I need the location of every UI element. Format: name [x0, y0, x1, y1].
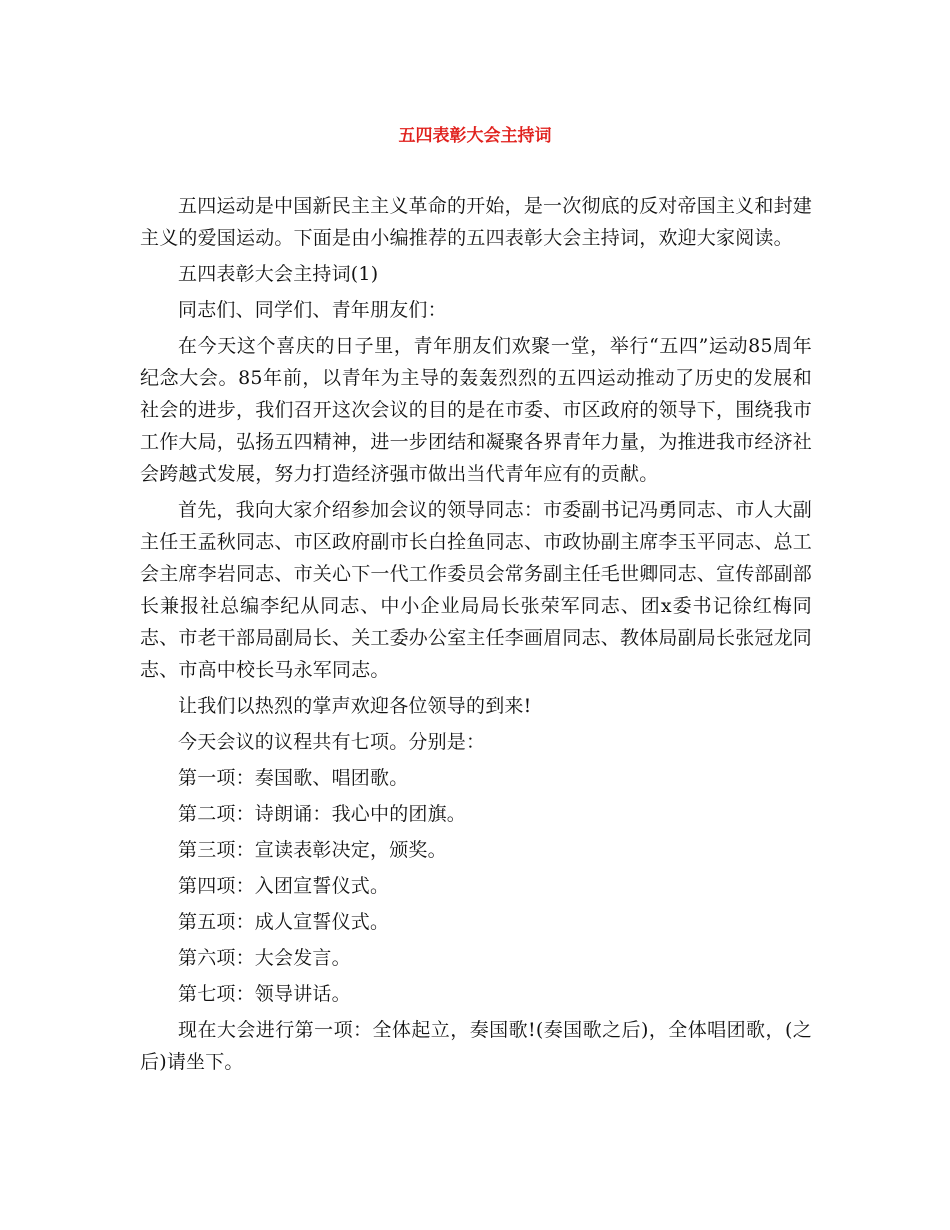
agenda-item-5: 第五项：成人宣誓仪式。 — [178, 911, 390, 933]
agenda-item-7: 第七项：领导讲话。 — [178, 983, 351, 1005]
paragraph-section-heading: 五四表彰大会主持词(1) — [178, 263, 379, 285]
document-title: 五四表彰大会主持词 — [398, 126, 552, 146]
paragraph-opening: 在今天这个喜庆的日子里，青年朋友们欢聚一堂，举行“五四”运动85周年纪念大会。85年前，以青年为主导的轰轰烈烈的五四运动推动了历史的发展和社会的进步，我们召开这次会议的目的是在市委、市区政府的领导下，围绕我市工作大局，弘扬五四精神，进一步团结和凝聚各界青年力量，为推进我市经济社会跨越式发展，努力打造经济强市做出当代青年应有的贡献。 — [140, 335, 813, 485]
agenda-item-6: 第六项：大会发言。 — [178, 947, 351, 969]
paragraph-leaders-intro: 首先，我向大家介绍参加会议的领导同志：市委副书记冯勇同志、市人大副主任王孟秋同志、市区政府副市长白拴鱼同志、市政协副主席李玉平同志、总工会主席李岩同志、市关心下一代工作委员会常务副主任毛世卿同志、宣传部副部长兼报社总编李纪从同志、中小企业局局长张荣军同志、团x委书记徐红梅同 志、市老干部局副局长、关工委办公室主任李画眉同志、教体局副局长张冠龙同志、市高中校长马永军同志。 — [140, 499, 813, 681]
paragraph-agenda-intro: 今天会议的议程共有七项。分别是： — [178, 731, 486, 753]
paragraph-greeting: 同志们、同学们、青年朋友们： — [178, 299, 447, 321]
paragraph-first-item-start: 现在大会进行第一项：全体起立，奏国歌!(奏国歌之后)，全体唱团歌，(之后)请坐下。 — [140, 1019, 812, 1073]
paragraph-intro: 五四运动是中国新民主主义革命的开始，是一次彻底的反对帝国主义和封建主义的爱国运动。下面是由小编推荐的五四表彰大会主持词，欢迎大家阅读。 — [140, 195, 812, 249]
paragraph-applause: 让我们以热烈的掌声欢迎各位领导的到来! — [178, 695, 532, 717]
agenda-item-4: 第四项：入团宣誓仪式。 — [178, 875, 390, 897]
document-body — [140, 190, 812, 1082]
agenda-item-2: 第二项：诗朗诵：我心中的团旗。 — [178, 803, 467, 825]
agenda-item-3: 第三项：宣读表彰决定，颁奖。 — [178, 839, 447, 861]
agenda-item-1: 第一项：奏国歌、唱团歌。 — [178, 767, 409, 789]
